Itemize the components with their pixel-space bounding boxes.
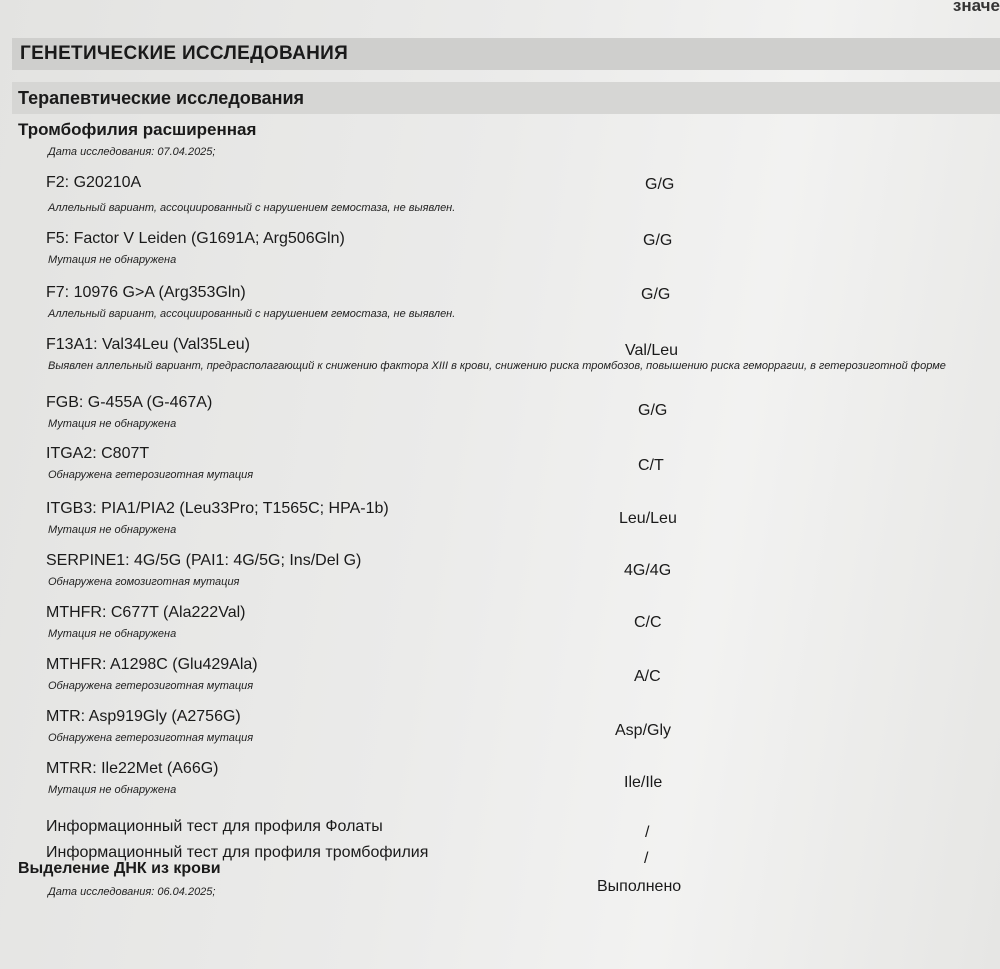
test-value: Ile/Ile — [624, 774, 663, 791]
info-test-value: / — [645, 824, 650, 841]
test-note: Обнаружена гетерозиготная мутация — [48, 469, 254, 481]
test-name: MTRR: Ile22Met (A66G) — [46, 760, 219, 777]
subsection-title: Терапевтические исследования — [12, 82, 1000, 114]
test-note: Мутация не обнаружена — [48, 524, 177, 536]
test-name: F7: 10976 G>A (Arg353Gln) — [46, 284, 246, 301]
test-note: Мутация не обнаружена — [48, 784, 177, 796]
test-note: Обнаружена гетерозиготная мутация — [48, 680, 254, 692]
dna-title: Выделение ДНК из крови — [18, 860, 221, 877]
test-value: G/G — [643, 232, 673, 249]
test-name: FGB: G-455A (G-467A) — [46, 394, 213, 411]
column-header-fragment: значе — [952, 0, 1000, 15]
test-note: Выявлен аллельный вариант, предрасполагающий к снижению фактора XIII в крови, снижению риска тромбозов, повышению риска геморрагии, в гетерозиготной форме — [48, 360, 946, 372]
test-note: Аллельный вариант, ассоциированный с нарушением гемостаза, не выявлен. — [48, 308, 456, 320]
test-name: F5: Factor V Leiden (G1691A; Arg506Gln) — [46, 230, 345, 247]
test-value: C/T — [638, 457, 664, 474]
test-note: Обнаружена гомозиготная мутация — [48, 576, 240, 588]
test-value: C/C — [634, 614, 662, 631]
test-value: Val/Leu — [625, 342, 679, 359]
test-value: Asp/Gly — [615, 722, 672, 739]
dna-value: Выполнено — [597, 878, 682, 895]
test-name: MTR: Asp919Gly (A2756G) — [46, 708, 241, 725]
test-name: F2: G20210A — [46, 174, 142, 191]
test-value: Leu/Leu — [619, 510, 677, 527]
test-value: G/G — [645, 176, 675, 193]
info-test-name: Информационный тест для профиля тромбофилия — [46, 844, 429, 861]
test-value: G/G — [638, 402, 668, 419]
dna-date: Дата исследования: 06.04.2025; — [48, 886, 216, 898]
section-title: ГЕНЕТИЧЕСКИЕ ИССЛЕДОВАНИЯ — [12, 38, 1000, 70]
test-name: MTHFR: C677T (Ala222Val) — [46, 604, 246, 621]
test-value: A/C — [634, 668, 661, 685]
info-test-name: Информационный тест для профиля Фолаты — [46, 818, 383, 835]
test-name: F13A1: Val34Leu (Val35Leu) — [46, 336, 250, 353]
panel-title: Тромбофилия расширенная — [18, 120, 257, 139]
test-name: SERPINE1: 4G/5G (PAI1: 4G/5G; Ins/Del G) — [46, 552, 362, 569]
test-name: MTHFR: A1298C (Glu429Ala) — [46, 656, 258, 673]
test-note: Обнаружена гетерозиготная мутация — [48, 732, 254, 744]
panel-date: Дата исследования: 07.04.2025; — [48, 146, 216, 158]
test-name: ITGA2: C807T — [46, 445, 150, 462]
test-note: Аллельный вариант, ассоциированный с нарушением гемостаза, не выявлен. — [48, 202, 456, 214]
test-note: Мутация не обнаружена — [48, 254, 177, 266]
info-test-value: / — [644, 850, 649, 867]
test-name: ITGB3: PIA1/PIA2 (Leu33Pro; T1565C; HPA-1b) — [46, 500, 389, 517]
test-value: G/G — [641, 286, 671, 303]
test-note: Мутация не обнаружена — [48, 628, 177, 640]
test-note: Мутация не обнаружена — [48, 418, 177, 430]
test-value: 4G/4G — [624, 562, 672, 579]
